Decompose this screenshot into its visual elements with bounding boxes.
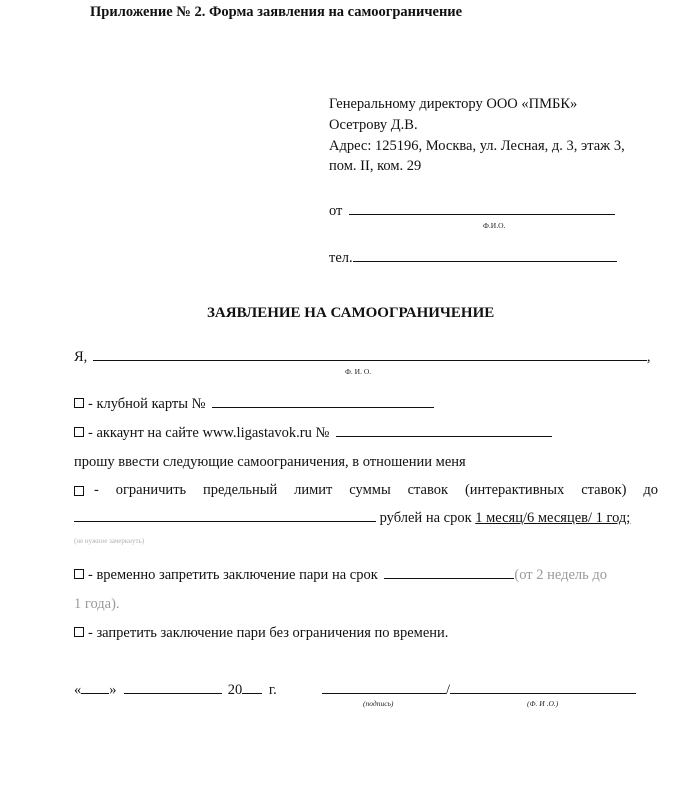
ya-row: [74, 349, 651, 366]
option-temp-ban: [74, 567, 607, 584]
appendix-title: Приложение № 2. Форма заявления на самоограничение: [90, 4, 463, 20]
limit-amount-blank[interactable]: [74, 520, 376, 522]
addressee-line-4: пом. II, ком. 29: [329, 158, 422, 174]
signature-blank[interactable]: [322, 692, 446, 694]
signature-slash: /: [446, 682, 451, 698]
addressee-line-3: Адрес: 125196, Москва, ул. Лесная, д. 3, этаж 3,: [329, 138, 625, 154]
date-year-suffix: г.: [268, 682, 277, 698]
temp-ban-range-b: 1 года).: [74, 596, 120, 612]
phone-blank[interactable]: [353, 260, 617, 262]
from-row: [329, 203, 615, 220]
statement-title: ЗАЯВЛЕНИЕ НА САМООГРАНИЧЕНИЕ: [207, 305, 495, 321]
limit-amount-row: [74, 510, 630, 527]
site-account-number-blank[interactable]: [336, 435, 552, 437]
temp-ban-label: - временно запретить заключение пари на срок: [88, 567, 378, 583]
from-label: от: [329, 203, 343, 219]
ya-comma: ,: [646, 349, 651, 365]
from-caption: Ф.И.О.: [483, 221, 506, 230]
date-year-prefix: 20: [227, 682, 243, 698]
addressee-line-2: Осетрову Д.В.: [329, 117, 418, 133]
temp-ban-period-blank[interactable]: [384, 577, 514, 579]
request-text: прошу ввести следующие самоограничения, в отношении меня: [74, 454, 466, 470]
date-month-blank[interactable]: [124, 692, 222, 694]
perm-ban-checkbox[interactable]: [74, 627, 84, 637]
signature-caption: (подпись): [363, 699, 394, 708]
limit-label: - ограничить предельный лимит суммы ставок (интерактивных ставок) до: [94, 482, 658, 498]
ya-name-blank[interactable]: [93, 359, 647, 361]
date-row: [74, 682, 277, 699]
site-account-label: - аккаунт на сайте www.ligastavok.ru №: [88, 425, 330, 441]
perm-ban-label: - запретить заключение пари без ограничения по времени.: [88, 625, 449, 641]
ya-caption: Ф. И. О.: [345, 367, 372, 376]
club-card-checkbox[interactable]: [74, 398, 84, 408]
limit-rub-label: рублей на срок: [379, 510, 472, 526]
signature-name-blank[interactable]: [450, 692, 636, 694]
date-year-blank[interactable]: [242, 692, 262, 694]
limit-note: (не нужное зачеркнуть): [74, 537, 145, 545]
option-limit: [74, 482, 658, 499]
club-card-number-blank[interactable]: [212, 406, 434, 408]
from-name-blank[interactable]: [349, 213, 615, 215]
date-day-blank[interactable]: [81, 692, 109, 694]
limit-checkbox[interactable]: [74, 486, 84, 496]
temp-ban-checkbox[interactable]: [74, 569, 84, 579]
club-card-label: - клубной карты №: [88, 396, 206, 412]
signature-name-caption: (Ф. И .О.): [527, 699, 559, 708]
option-club-card: [74, 396, 434, 413]
site-account-checkbox[interactable]: [74, 427, 84, 437]
date-open-quote: «: [74, 682, 82, 698]
limit-period-options: 1 месяц/6 месяцев/ 1 год;: [475, 510, 631, 526]
ya-label: Я,: [74, 349, 88, 365]
phone-row: [329, 250, 617, 267]
temp-ban-range-a: (от 2 недель до: [514, 567, 608, 583]
option-perm-ban: [74, 625, 448, 642]
option-site-account: [74, 425, 552, 442]
phone-label: тел.: [329, 250, 353, 266]
date-close-quote: »: [109, 682, 117, 698]
addressee-line-1: Генеральному директору ООО «ПМБК»: [329, 96, 578, 112]
signature-row: [322, 682, 636, 699]
